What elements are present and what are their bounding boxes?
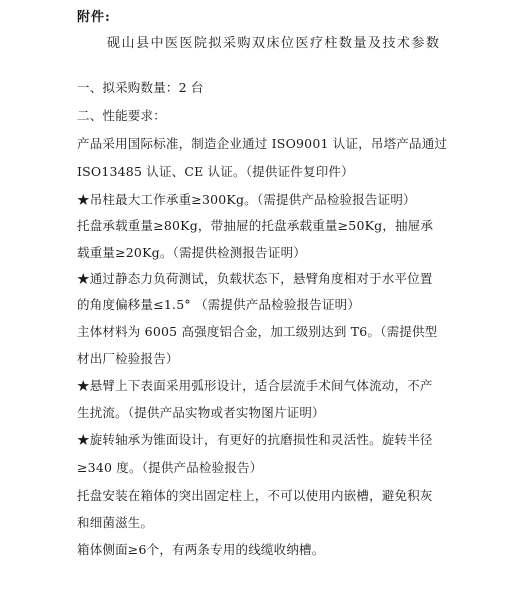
performance-heading: 二、性能要求： bbox=[77, 108, 166, 123]
text-line: 主体材料为 6005 高强度铝合金，加工级别达到 T6。（需提供型 bbox=[77, 324, 438, 339]
text-line: ★吊柱最大工作承重≥300Kg。（需提供产品检验报告证明） bbox=[77, 192, 416, 207]
text-line: ★旋转轴承为锥面设计，有更好的抗磨损性和灵活性。旋转半径 bbox=[77, 432, 433, 447]
text-line: 产品采用国际标准，制造企业通过 ISO9001 认证，吊塔产品通过 bbox=[77, 136, 448, 151]
text-line: ≥340 度。（提供产品检验报告） bbox=[77, 460, 263, 475]
text-line: 和细菌滋生。 bbox=[77, 515, 154, 530]
text-line: ISO13485 认证、CE 认证。（提供证件复印件） bbox=[77, 164, 354, 179]
text-line: 托盘承载重量≥80Kg，带抽屉的托盘承载重量≥50Kg，抽屉承 bbox=[77, 218, 434, 233]
text-line: 生扰流。（提供产品实物或者实物图片证明） bbox=[77, 405, 325, 420]
text-line: 的角度偏移量≤1.5° （需提供产品检验报告证明） bbox=[77, 297, 361, 312]
text-line: 载重量≥20Kg。（需提供检测报告证明） bbox=[77, 245, 306, 260]
text-line: 箱体侧面≥6个，有两条专用的线缆收纳槽。 bbox=[77, 542, 325, 557]
text-line: 托盘安装在箱体的突出固定柱上，不可以使用内嵌槽，避免积灰 bbox=[77, 488, 433, 503]
purchase-quantity-line: 一、拟采购数量：2 台 bbox=[77, 80, 204, 95]
text-line: ★悬臂上下表面采用弧形设计，适合层流手术间气体流动，不产 bbox=[77, 378, 433, 393]
text-line: ★通过静态力负荷测试，负载状态下，悬臂角度相对于水平位置 bbox=[77, 271, 433, 286]
attachment-label: 附件: bbox=[77, 10, 111, 25]
text-line: 材出厂检验报告） bbox=[77, 351, 179, 366]
document-title: 砚山县中医医院拟采购双床位医疗柱数量及技术参数 bbox=[107, 36, 441, 51]
